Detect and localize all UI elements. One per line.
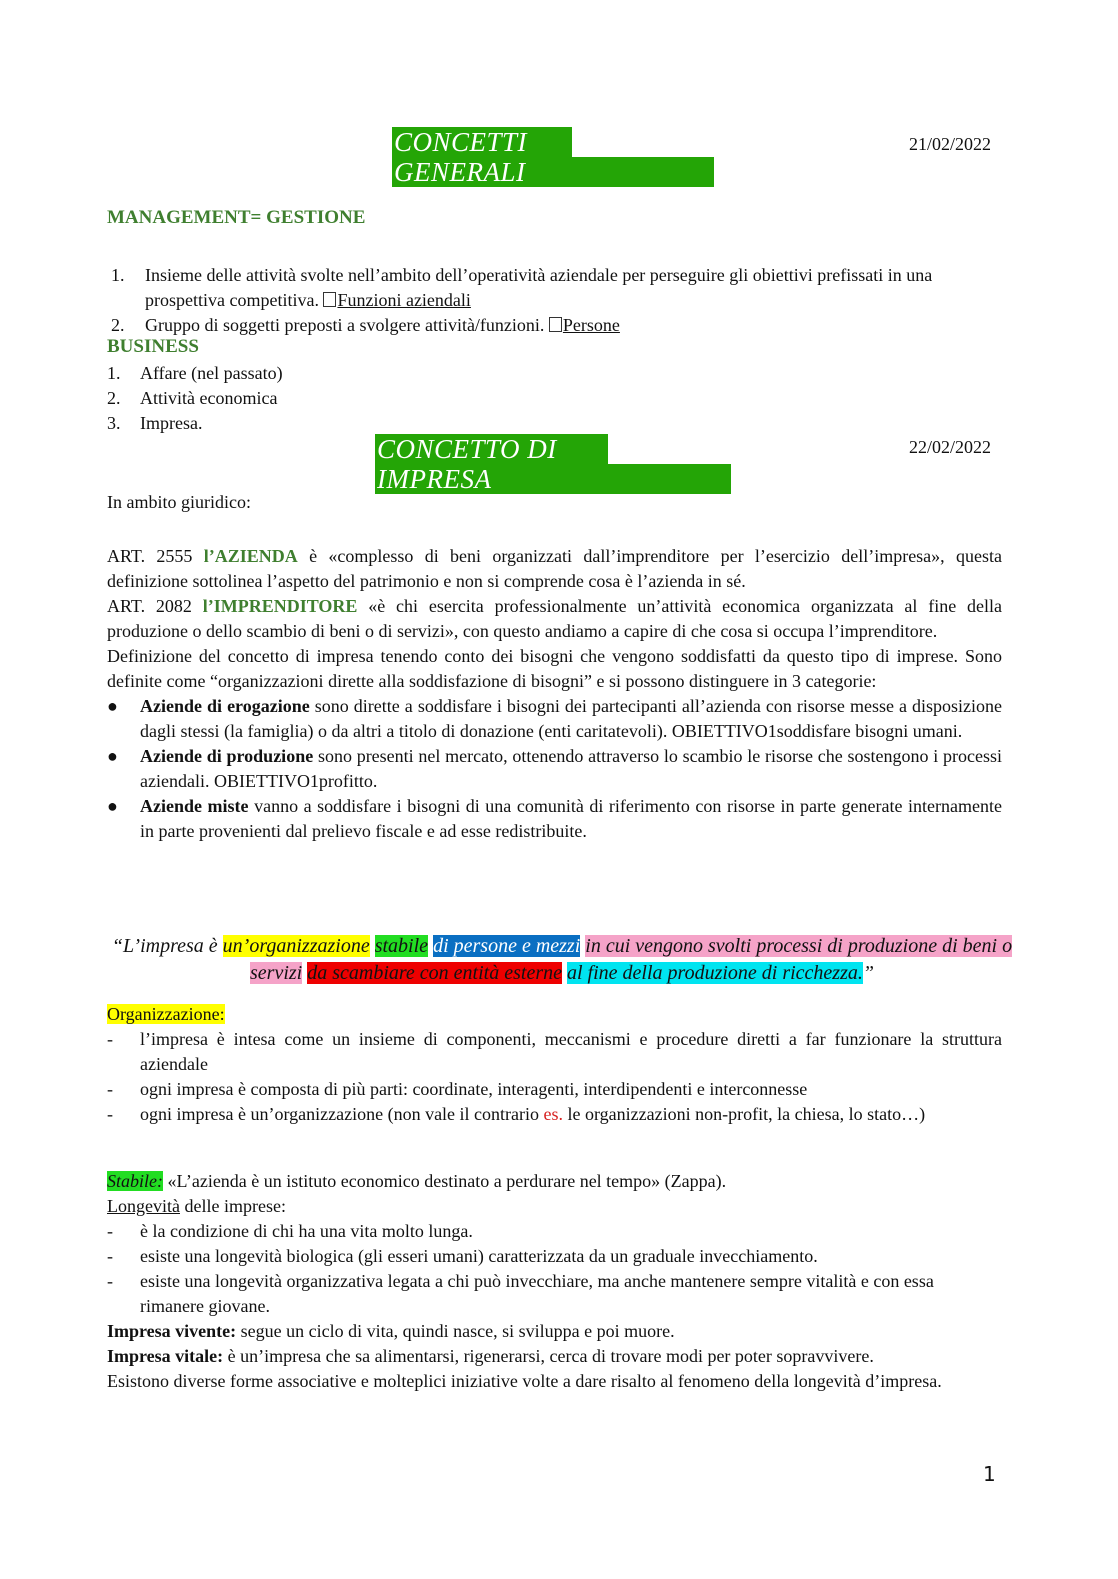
list-item: 2. Attività economica [107,388,278,408]
title-line: CONCETTI [392,127,572,157]
business-list [107,361,1002,436]
list-item: - è la condizione di chi ha una vita molto lunga. [107,1221,473,1241]
bullet-icon: ● [107,796,118,816]
list-item: - ogni impresa è composta di più parti: coordinate, interagenti, interdipendenti e interconnesse [107,1079,808,1099]
impresa-vitale: Impresa vitale: è un’impresa che sa alimentarsi, rigenerarsi, cerca di trovare modi per poter sopravvivere. [107,1346,874,1366]
paragraph-esistono: Esistono diverse forme associative e molteplici iniziative volte a dare risalto al fenomeno della longevità d’impresa. [107,1371,942,1391]
paragraph-art-2082: ART. 2082 l’IMPRENDITORE «è chi esercita professionalmente un’attività economica organizzata al fine della produzione o dello scambio di beni o di servizi», con questo andiamo a capire di che cosa si occupa l’imprenditore. [107,596,1002,641]
longevita-word: Longevità [107,1196,180,1216]
list-item: 3. Impresa. [107,413,203,433]
management-heading: MANAGEMENT= GESTIONE [107,207,366,228]
list-item: - esiste una longevità organizzativa legata a chi può invecchiare, ma anche mantenere sempre vitalità e con essa rimanere giovane. [107,1271,934,1316]
business-heading: BUSINESS [107,336,199,357]
categorie-list [107,694,1002,844]
checkbox-icon [549,317,562,332]
date-label: 21/02/2022 [909,134,992,154]
list-item: ● Aziende miste vanno a soddisfare i bisogni di una comunità di riferimento con risorse in parte generate internamente in parte provenienti dal prelievo fiscale e ad esse redistribuite. [107,796,1002,841]
stabile-label: Stabile: [107,1171,163,1191]
list-item: ● Aziende di erogazione sono dirette a soddisfare i bisogni dei partecipanti all’azienda con risorse messe a disposizione dagli stessi (la famiglia) o da altri a titolo di donazione (enti caritatevoli). OBIETTIVO1soddisfare bisogni umani. [107,696,1002,741]
stabile-section: Stabile: «L’azienda è un istituto economico destinato a perdurare nel tempo» (Zappa). Longevità delle imprese: - è la condizione di chi ha una vita molto lunga. - esiste una longevità biologica (gli esseri umani) caratterizzata da un graduale invecchiamento. - esiste una longevità organizzativa legata a chi può invecchiare, ma anche mantenere sempre vitalità e con essa rimanere giovane. Impresa vivente: segue un ciclo di vita, quindi nasce, si sviluppa e poi muore. Impresa vitale: è un’impresa che sa alimentarsi, rigenerarsi, cerca di trovare modi per poter sopravvivere. Esistono diverse forme associative e molteplici iniziative volte a dare risalto al fenomeno della longevità d’impresa. [107,1169,1002,1394]
impresa-vivente: Impresa vivente: segue un ciclo di vita, quindi nasce, si sviluppa e poi muore. [107,1321,675,1341]
title-concetto-di-impresa [375,434,731,494]
organizzazione-section [107,1002,1002,1127]
title-line: CONCETTO DI [375,434,608,464]
title-concetti-generali [392,127,714,187]
checkbox-icon [323,292,336,307]
ambito-label: In ambito giuridico: [107,492,251,512]
management-list [111,263,991,338]
list-item: - ogni impresa è un’organizzazione (non vale il contrario es. le organizzazioni non-profit, la chiesa, lo stato…) [107,1104,926,1124]
longevita-list [107,1219,1002,1319]
definition-quote: “L’impresa è un’organizzazione stabile di persone e mezzi in cui vengono svolti processi di produzione di beni o servizi da scambiare con entità esterne al fine della produzione di ricchezza.” [111,935,1013,984]
organizzazione-heading: Organizzazione: [107,1004,225,1024]
list-item: 2. Gruppo di soggetti preposti a svolgere attività/funzioni. Persone [111,315,620,335]
body-text [107,544,1002,844]
paragraph-definizione: Definizione del concetto di impresa tenendo conto dei bisogni che vengono soddisfatti da questo tipo di imprese. Sono definite come “organizzazioni dirette alla soddisfazione di bisogni” e si possono distinguere in 3 categorie: [107,646,1002,691]
title-line: GENERALI [392,157,714,187]
organizzazione-list [107,1027,1002,1127]
page-number: 1 [983,1462,996,1486]
bullet-icon: ● [107,746,118,766]
list-item: - esiste una longevità biologica (gli esseri umani) caratterizzata da un graduale invecchiamento. [107,1246,818,1266]
date-label: 22/02/2022 [909,437,992,457]
link-persone[interactable]: Persone [562,315,620,335]
list-item: 1. Insieme delle attività svolte nell’ambito dell’operatività aziendale per perseguire gli obiettivi prefissati in una prospettiva competitiva. Funzioni aziendali [111,265,933,310]
paragraph-art-2555: ART. 2555 l’AZIENDA è «complesso di beni organizzati dall’imprenditore per l’esercizio dell’impresa», questa definizione sottolinea l’aspetto del patrimonio e non si comprende cosa è l’azienda in sé. [107,546,1002,591]
list-item: ● Aziende di produzione sono presenti nel mercato, ottenendo attraverso lo scambio le risorse che sostengono i processi aziendali. OBIETTIVO1profitto. [107,746,1002,791]
list-item: - l’impresa è intesa come un insieme di componenti, meccanismi e procedure diretti a far funzionare la struttura aziendale [107,1029,1002,1074]
title-line: IMPRESA [375,464,731,494]
link-funzioni-aziendali[interactable]: Funzioni aziendali [337,290,471,310]
list-item: 1. Affare (nel passato) [107,363,283,383]
bullet-icon: ● [107,696,118,716]
